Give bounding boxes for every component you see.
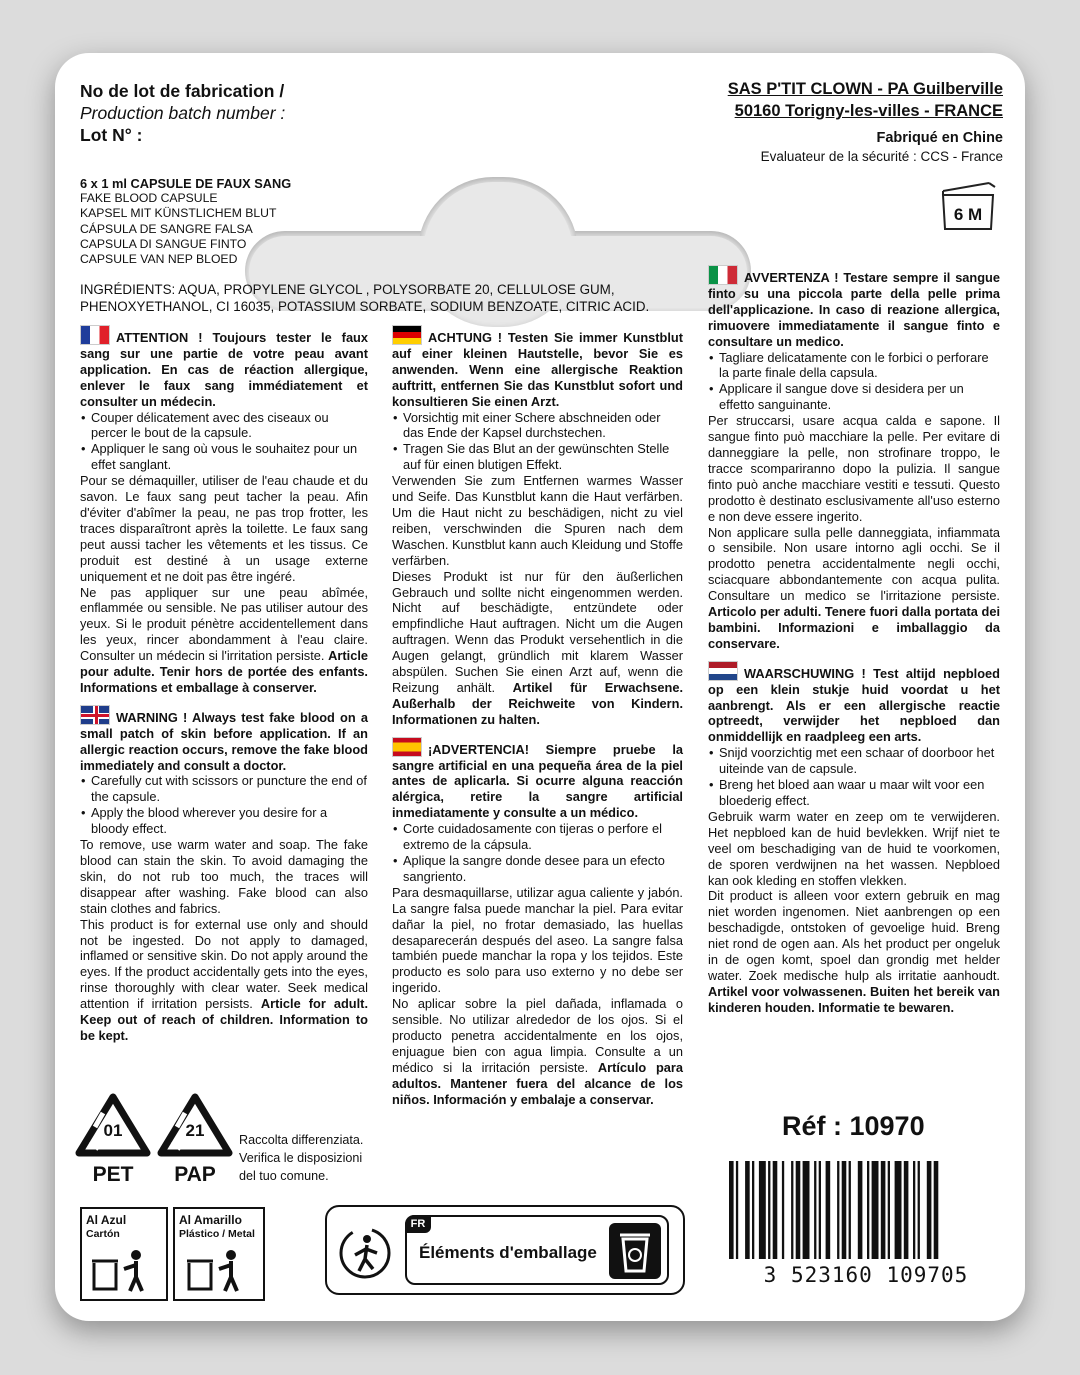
triman-block [325, 1205, 685, 1295]
barcode-bar [913, 1161, 915, 1259]
barcode-bar [791, 1161, 793, 1259]
instructions-de [392, 410, 683, 474]
paragraph-de-1: Verwenden Sie zum Entfernen warmes Wasser und Seife. Das Kunstblut kann die Haut verfärben. Um die Haut nicht zu beschädigen, nicht zu viel reiben, verschwinden die Spuren nach dem Waschen. Kunstblut kann auch Kleidung und Stoffe verfärben. [392, 473, 683, 568]
company-address [728, 78, 1003, 166]
barcode-bar [796, 1161, 801, 1259]
pet-number: 01 [103, 1121, 123, 1140]
paragraph-fr-2: Ne pas appliquer sur une peau abîmée, enflammée ou sensible. Ne pas utiliser autour des yeux. Si le produit pénètre accidentellement dans les yeux, rincer abondamment à l'eau claire. Consulter un médecin si l'irritation persiste. Article pour adulte. Tenir hors de portée des enfants. Informations et emballage à conserver. [80, 584, 368, 695]
paragraph-de-2: Dieses Produkt ist nur für den äußerlichen Gebrauch und sollte nicht eingenommen werden. Nicht auf beschädigte, entzündete oder empfindliche Haut auftragen. Nicht um die Augen auftragen. Wenn das Produkt versehentlich in die Augen gelangt, gründlich mit klarem Wasser abspülen. Suchen Sie einen Arzt auf, wenn die Reizung anhält. Artikel für Erwachsene. Außerhalb der Reichweite von Kindern. Informationen zu halten. [392, 568, 683, 727]
barcode-bar [895, 1161, 902, 1259]
barcode-bar [858, 1161, 863, 1259]
list-item: • Applicare il sangue dove si desidera per un effetto sanguinante. [719, 381, 1000, 413]
flag-spain-icon [392, 737, 422, 757]
ingredients [80, 281, 700, 315]
lot-label: Lot N° : [80, 125, 143, 145]
list-item: • Aplique la sangre donde desee para un efecto sangriento. [403, 853, 683, 885]
list-item: • Appliquer le sang où vous le souhaitez pour un effet sanglant. [91, 441, 368, 473]
instructions-it [708, 350, 1000, 414]
warning-en: WARNING ! Always test fake blood on a small patch of skin before application. If an allergic reaction occurs, remove the fake blood immediately and consult a doctor. [80, 705, 368, 774]
barcode-bar [729, 1161, 734, 1259]
pet-label: PET [92, 1163, 134, 1186]
warning-nl: WAARSCHUWING ! Test altijd nepbloed op een klein stukje huid voordat u het aanbrengt. Als er een allergische reactie optreedt, verwijder het nepbloed dan onmiddellijk en raadpleeg een arts. [708, 661, 1000, 746]
bin-blue-icon [80, 1207, 168, 1301]
bin-icon [609, 1223, 661, 1279]
pet-recycling-icon [73, 1091, 153, 1187]
triman-label-box [405, 1215, 669, 1285]
batch-label-fr: No de lot de fabrication / [80, 81, 285, 101]
instructions-fr [80, 410, 368, 474]
barcode-bar [842, 1161, 847, 1259]
barcode-bar [736, 1161, 738, 1259]
product-name-en: FAKE BLOOD CAPSULE [80, 191, 218, 206]
barcode-bar [867, 1161, 869, 1259]
recycling-note: Raccolta differenziata. Verifica le disposizioni del tuo comune. [239, 1133, 364, 1183]
product-names [80, 176, 291, 267]
paragraph-fr-1: Pour se démaquiller, utiliser de l'eau chaude et du savon. Le faux sang peut tacher la peau. Afin d'éviter d'abîmer la peau, ne pas trop frotter, les traces disparaîtront après la toilette. Le faux sang peut aussi tacher les vêtements et les tissus. Ce produit est destiné à un usage externe uniquement et ne doit pas être ingéré. [80, 473, 368, 584]
paragraph-en-1: To remove, use warm water and soap. The fake blood can stain the skin. To avoid damaging the skin, do not rub too much, the traces will disappear after washing. Fake blood can also stain clothes and fabrics. [80, 837, 368, 916]
barcode-bar [826, 1161, 831, 1259]
instructions-en [80, 773, 368, 837]
safety-evaluator: Evaluateur de la sécurité : CCS - France [760, 149, 1003, 164]
barcode-bar [849, 1161, 851, 1259]
product-title: 6 x 1 ml CAPSULE DE FAUX SANG [80, 176, 292, 191]
batch-label-en: Production batch number : [80, 103, 286, 123]
column-it-nl [708, 265, 1000, 1016]
triman-country: FR [405, 1215, 431, 1233]
made-in: Fabriqué en Chine [876, 130, 1003, 146]
warning-de: ACHTUNG ! Testen Sie immer Kunstblut auf einer kleinen Hautstelle, bevor Sie es anwenden. Wenn eine allergische Reaktion auftritt, entfernen Sie das Kunstblut sofort und konsultieren Sie einen Arzt. [392, 325, 683, 410]
barcode-bar [773, 1161, 778, 1259]
company-city: 50160 Torigny-les-villes - FRANCE [734, 102, 1003, 120]
pao-jar-icon [933, 177, 1003, 233]
barcode-bar [745, 1161, 750, 1259]
paragraph-nl-2: Dit product is alleen voor extern gebruik en mag niet worden ingenomen. Niet aanbrengen op een beschadigde, ontstoken of gevoelige huid. Breng niet rond de ogen aan. Als het product per ongeluk in de ogen komt, spoel dan grondig met helder water. Zoek medische hulp als irritatie aanhoudt. Artikel voor volwassenen. Buiten het bereik van kinderen houden. Informatie te bewaren. [708, 888, 1000, 1015]
pao-text: 6 M [953, 205, 983, 224]
barcode-bar [927, 1161, 932, 1259]
bin-blue-title: Al Azul Cartón [86, 1213, 127, 1240]
reference-number: Réf : 10970 [782, 1111, 925, 1141]
column-fr-en [80, 325, 368, 1044]
flag-uk-icon [80, 705, 110, 725]
flag-germany-icon [392, 325, 422, 345]
list-item: • Carefully cut with scissors or puncture the end of the capsule. [91, 773, 368, 805]
barcode-bar [881, 1161, 886, 1259]
barcode-bar [803, 1161, 810, 1259]
column-de-es [392, 325, 683, 1108]
recycle-person-icon [90, 1249, 160, 1293]
paragraph-en-2: This product is for external use only and should not be ingested. Do not apply to damaged, inflamed or sensitive skin. Do not apply around the eyes. If the product accidentally gets into the eyes, rinse thoroughly with clear water. Seek medical attention if irritation persists. Article for adult. Keep out of reach of children. Information to be kept. [80, 916, 368, 1043]
ingredients-line-2: PHENOXYETHANOL, CI 16035, POTASSIUM SORBATE, SODIUM BENZOATE, CITRIC ACID. [80, 299, 650, 314]
list-item: • Tragen Sie das Blut an der gewünschten Stelle auf für einen blutigen Effekt. [403, 441, 683, 473]
warning-it: AVVERTENZA ! Testare sempre il sangue finto su una piccola parte della pelle prima dell'applicazione. In caso di reazione allergica, rimuovere immediatamente il sangue finto e consultare un medico. [708, 265, 1000, 350]
barcode [725, 1161, 1007, 1291]
flag-netherlands-icon [708, 661, 738, 681]
instructions-nl [708, 745, 1000, 809]
barcode-bar [888, 1161, 890, 1259]
list-item: • Vorsichtig mit einer Schere abschneiden oder das Ende der Kapsel durchstechen. [403, 410, 683, 442]
product-name-nl: CAPSULE VAN NEP BLOED [80, 252, 238, 267]
barcode-bar [918, 1161, 920, 1259]
list-item: • Breng het bloed aan waar u maar wilt voor een bloederig effect. [719, 777, 1000, 809]
pap-recycling-icon [155, 1091, 235, 1187]
barcode-bar [768, 1161, 770, 1259]
paragraph-it-1: Per struccarsi, usare acqua calda e sapone. Il sangue finto può macchiare la pelle. Per evitare di danneggiare la pelle, non strofinare troppo, le tracce scompariranno dopo la pulizia. Il sangue finto può anche macchiare vestiti e tessuti. Questo prodotto è destinato esclusivamente all'uso esterno e non deve essere ingerito. [708, 413, 1000, 524]
bin-yellow-icon [173, 1207, 265, 1301]
list-item: • Apply the blood wherever you desire for a bloody effect. [91, 805, 368, 837]
ingredients-line-1: INGRÉDIENTS: AQUA, PROPYLENE GLYCOL , POLYSORBATE 20, CELLULOSE GUM, [80, 282, 615, 297]
list-item: • Snijd voorzichtig met een schaar of doorboor het uiteinde van de capsule. [719, 745, 1000, 777]
barcode-bars [725, 1161, 1007, 1259]
paragraph-es-1: Para desmaquillarse, utilizar agua caliente y jabón. La sangre falsa puede manchar la piel. Para evitar dañar la piel, no frotar demasiado, las huellas desaparecerán después del aseo. La sangre falsa también puede manchar la ropa y los tejidos. Este producto es solo para uso externo y no debe ser ingerido. [392, 884, 683, 996]
barcode-bar [837, 1161, 839, 1259]
warning-es: ¡ADVERTENCIA! Siempre pruebe la sangre artificial en una pequeña área de la piel antes de aplicarla. Si ocurre alguna reacción alérgica, retire la sangre artificial inmediatamente y consulte a un médico. [392, 737, 683, 822]
packaging-back-card [55, 53, 1025, 1321]
barcode-bar [752, 1161, 754, 1259]
recycle-person-icon [185, 1249, 255, 1293]
paragraph-es-2: No aplicar sobre la piel dañada, inflamada o sensible. No utilizar alrededor de los ojos. Si el producto penetra accidentalmente en los ojos, enjuague bien con agua limpia. Consulte a un médico si la irritación persiste. Artículo para adultos. Mantener fuera del alcance de los niños. Información y embalaje a conservar. [392, 996, 684, 1107]
bin-yellow-title: Al Amarillo Plástico / Metal [179, 1213, 255, 1240]
product-name-de: KAPSEL MIT KÜNSTLICHEM BLUT [80, 206, 277, 221]
paragraph-nl-1: Gebruik warm water en zeep om te verwijderen. Het nepbloed kan de huid bevlekken. Wrijf niet te veel om beschadiging van de huid te voorkomen, de sporen verdwijnen na het wassen. Nepbloed kan ook kleding en stoffen vlekken. [708, 808, 1000, 888]
barcode-bar [814, 1161, 816, 1259]
company-name: SAS P'TIT CLOWN - PA Guilberville [727, 80, 1003, 98]
paragraph-it-2: Non applicare sulla pelle danneggiata, infiammata o sensibile. Non usare intorno agli occhi. Se il prodotto penetra accidentalmente negli occhi, sciacquare abbondantemente con acqua pulita. Consultare un medico se l'irritazione persiste. Articolo per adulti. Tenere fuori dalla portata dei bambini. Informazioni e imballaggio da conservare. [708, 524, 1000, 651]
warning-fr: ATTENTION ! Toujours tester le faux sang sur une partie de votre peau avant application. En cas de réaction allergique, enlever le faux sang immédiatement et consulter un médecin. [80, 325, 368, 410]
pap-label: PAP [174, 1163, 216, 1186]
barcode-bar [819, 1161, 821, 1259]
barcode-number: 3 523160 109705 [763, 1263, 969, 1287]
flag-france-icon [80, 325, 110, 345]
barcode-bar [934, 1161, 939, 1259]
barcode-bar [782, 1161, 784, 1259]
barcode-bar [759, 1161, 766, 1259]
triman-label: Éléments d'emballage [419, 1243, 597, 1262]
barcode-bar [904, 1161, 909, 1259]
barcode-bar [872, 1161, 879, 1259]
list-item: • Couper délicatement avec des ciseaux ou percer le bout de la capsule. [91, 410, 368, 442]
instructions-es [392, 821, 683, 885]
product-name-it: CAPSULA DI SANGUE FINTO [80, 236, 247, 251]
list-item: • Corte cuidadosamente con tijeras o perfore el extremo de la cápsula. [403, 821, 683, 853]
product-name-es: CÁPSULA DE SANGRE FALSA [80, 221, 253, 236]
flag-italy-icon [708, 265, 738, 285]
triman-icon [337, 1225, 393, 1281]
pap-number: 21 [185, 1121, 205, 1140]
batch-number-block [80, 80, 285, 146]
list-item: • Tagliare delicatamente con le forbici o perforare la parte finale della capsula. [719, 350, 1000, 382]
